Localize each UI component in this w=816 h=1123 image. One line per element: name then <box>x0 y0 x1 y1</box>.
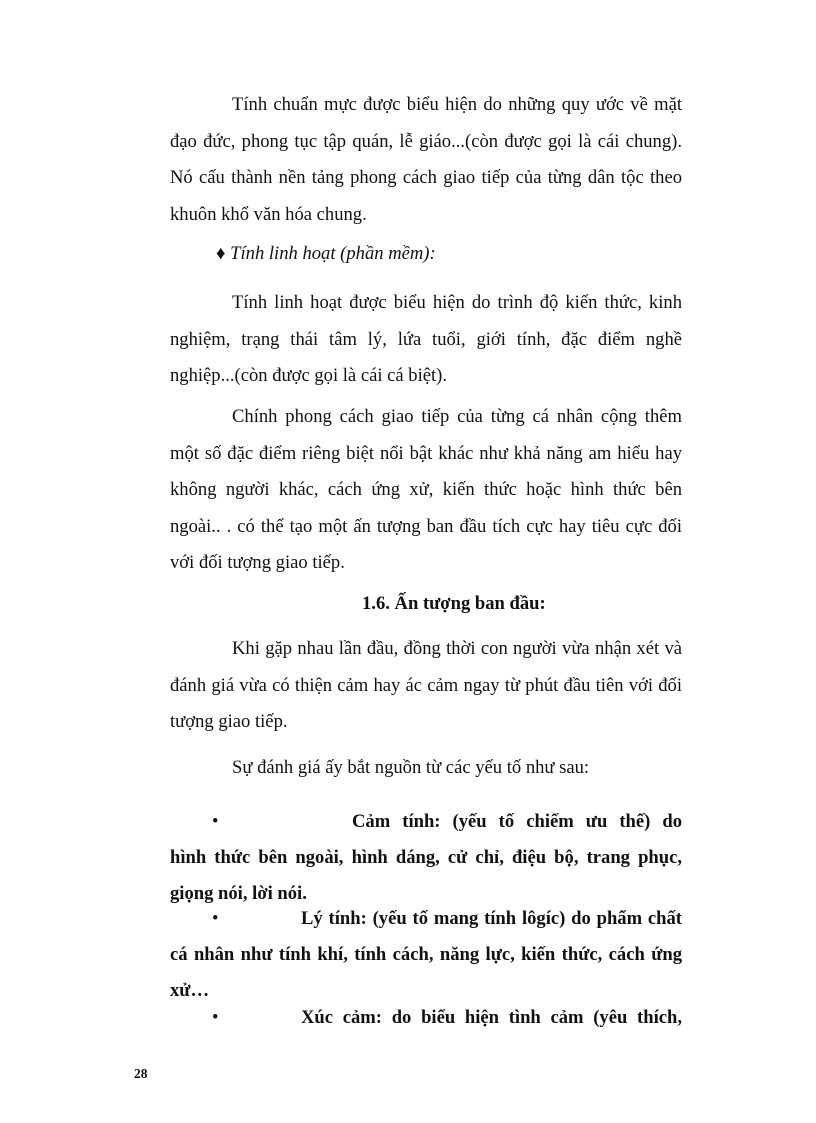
bullet-symbol: • <box>212 908 219 929</box>
subheading-flexibility: ♦ Tính linh hoạt (phần mềm): <box>216 243 436 264</box>
bullet-first-line: Cảm tính: (yếu tố chiếm ưu thế) do <box>352 811 682 832</box>
bullet-item <box>170 901 682 1009</box>
bullet-symbol: • <box>212 811 219 832</box>
bullet-item <box>170 1000 682 1036</box>
bullet-line: xử… <box>170 980 210 1001</box>
bullet-symbol: • <box>212 1007 219 1028</box>
bullet-line: hình thức bên ngoài, hình dáng, cử chỉ, điệu bộ, trang phục, <box>170 847 682 868</box>
paragraph-standard-norms: Tính chuẩn mực được biểu hiện do những quy ước về mặt đạo đức, phong tục tập quán, lễ giáo...(còn được gọi là cái chung). Nó cấu thành nền tảng phong cách giao tiếp của từng dân tộc theo khuôn khổ văn hóa chung. <box>170 94 682 225</box>
paragraph-communication-style: Chính phong cách giao tiếp của từng cá nhân cộng thêm một số đặc điểm riêng biệt nổi bật khác như khả năng am hiểu hay không người khác, cách ứng xử, kiến thức hoặc hình thức bên ngoài.. . có thể tạo một ấn tượng ban đầu tích cực hay tiêu cực đối với đối tượng giao tiếp. <box>170 406 682 573</box>
bullet-item <box>170 804 682 912</box>
section-heading: 1.6. Ấn tượng ban đầu: <box>362 593 546 614</box>
bullet-line: cá nhân như tính khí, tính cách, năng lực, kiến thức, cách ứng <box>170 944 682 965</box>
paragraph-evaluation-source: Sự đánh giá ấy bắt nguồn từ các yếu tố như sau: <box>232 757 590 778</box>
bullet-line: giọng nói, lời nói. <box>170 883 307 904</box>
paragraph-flexibility: Tính linh hoạt được biểu hiện do trình độ kiến thức, kinh nghiệm, trạng thái tâm lý, lứa tuổi, giới tính, đặc điểm nghề nghiệp...(còn được gọi là cái cá biệt). <box>170 292 682 386</box>
page-number: 28 <box>134 1066 148 1081</box>
bullet-first-line: Lý tính: (yếu tố mang tính lôgíc) do phẩm chất <box>301 908 682 929</box>
paragraph-first-meeting: Khi gặp nhau lần đầu, đồng thời con người vừa nhận xét và đánh giá vừa có thiện cảm hay ác cảm ngay từ phút đầu tiên với đối tượng giao tiếp. <box>170 638 682 732</box>
bullet-first-line: Xúc cảm: do biểu hiện tình cảm (yêu thích, <box>301 1007 682 1028</box>
